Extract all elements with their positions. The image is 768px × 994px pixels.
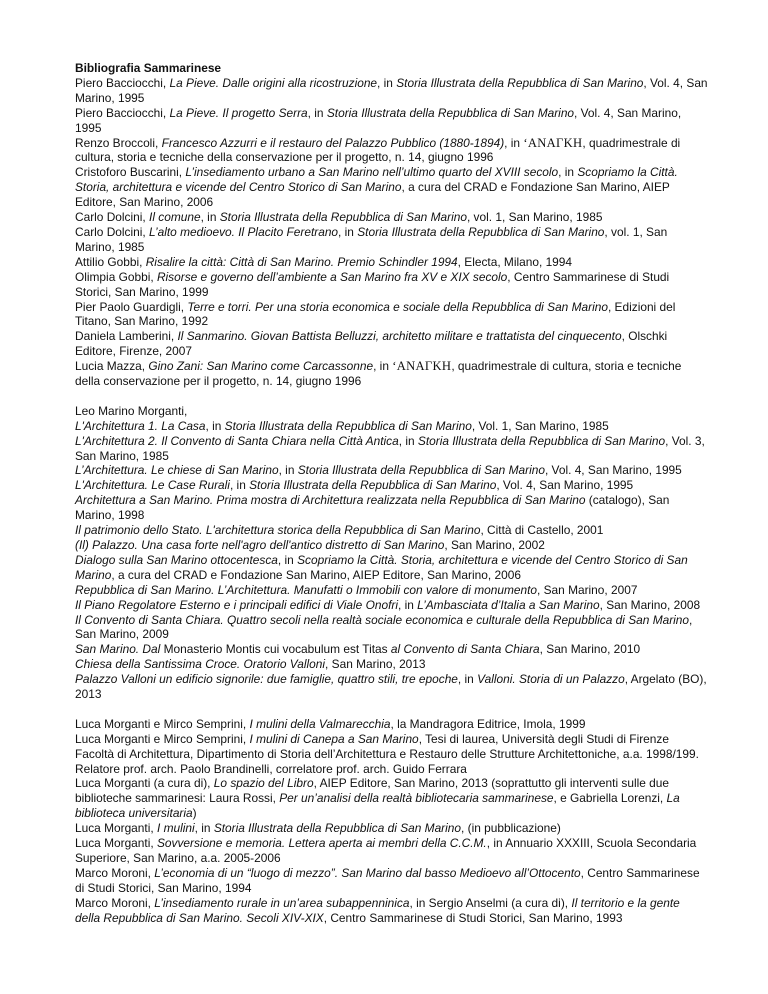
bibliography-entry bbox=[75, 225, 708, 255]
bibliography-entry bbox=[75, 598, 708, 613]
bibliography-entry bbox=[75, 270, 708, 300]
italic-title: Storia Illustrata della Repubblica di San Marino bbox=[396, 75, 644, 90]
bibliography-entry bbox=[75, 419, 708, 434]
entry-text: , in bbox=[558, 165, 578, 180]
italic-title: I mulini della Valmarecchia bbox=[249, 716, 391, 731]
bibliography-entry bbox=[75, 523, 708, 538]
entry-text: Luca Morganti e Mirco Semprini, bbox=[75, 731, 250, 746]
entry-text: , Olschki Editore, Firenze, 2007 bbox=[75, 329, 668, 359]
entry-text: Carlo Dolcini, bbox=[75, 210, 150, 225]
bibliography-entry bbox=[75, 717, 708, 732]
entry-text: Carlo Dolcini, bbox=[75, 224, 150, 239]
bibliography-entry bbox=[75, 478, 708, 493]
entry-text: , Argelato (BO), 2013 bbox=[75, 672, 707, 702]
entry-text: , in Sergio Anselmi (a cura di), bbox=[409, 895, 572, 910]
entry-text: , San Marino, 2009 bbox=[75, 612, 693, 642]
italic-title: Risorse e governo dell’ambiente a San Marino fra XV e XIX secolo bbox=[156, 269, 508, 284]
italic-title: al Convento di Santa Chiara bbox=[390, 642, 540, 657]
entry-text: Luca Morganti (a cura di), bbox=[75, 776, 214, 791]
entry-text: , AIEP Editore, San Marino, 2013 (soprattutto gli interventi sulle due biblioteche sammarinesi: Laura Rossi, bbox=[75, 776, 670, 806]
bibliography-entry bbox=[75, 642, 708, 657]
italic-title: Terre e torri. Per una storia economica e sociale della Repubblica di San Marino bbox=[187, 299, 608, 314]
bibliography-entry bbox=[75, 255, 708, 270]
entry-text: Marco Moroni, bbox=[75, 865, 155, 880]
entry-text: Luca Morganti, bbox=[75, 836, 157, 851]
entry-text: , Città di Castello, 2001 bbox=[480, 523, 604, 538]
entry-text: Cristoforo Buscarini, bbox=[75, 165, 186, 180]
entry-text: Pier Paolo Guardigli, bbox=[75, 299, 188, 314]
bibliography-entry bbox=[75, 657, 708, 672]
entry-text: Piero Bacciocchi, bbox=[75, 75, 170, 90]
bibliography-body bbox=[75, 76, 708, 926]
entry-text: , in bbox=[200, 210, 220, 225]
bibliography-entry bbox=[75, 106, 708, 136]
entry-text: , San Marino, 2013 bbox=[325, 657, 426, 672]
italic-title: (Il) Palazzo. Una casa forte nell'agro dell'antico distretto di San Marino bbox=[75, 537, 445, 552]
bibliography-entry bbox=[75, 136, 708, 166]
italic-title: Il Sanmarino. Giovan Battista Belluzzi, architetto militare e trattatista del cinquecento bbox=[177, 329, 622, 344]
entry-text: , in bbox=[504, 135, 524, 150]
bibliography-section bbox=[75, 404, 708, 702]
bibliography-entry bbox=[75, 896, 708, 926]
entry-text: Luca Morganti, bbox=[75, 821, 157, 836]
entry-text: , Centro Sammarinese di Studi Storici, San Marino, 1994 bbox=[75, 865, 700, 895]
bibliography-entry bbox=[75, 672, 708, 702]
italic-title: Lo spazio del Libro bbox=[213, 776, 314, 791]
entry-text: , San Marino, 2010 bbox=[539, 642, 641, 657]
entry-text: , la Mandragora Editrice, Imola, 1999 bbox=[390, 716, 586, 731]
entry-text: , San Marino, 2002 bbox=[444, 537, 545, 552]
bibliography-entry bbox=[75, 776, 708, 821]
italic-title: La Pieve. Il progetto Serra bbox=[169, 105, 308, 120]
bibliography-entry bbox=[75, 434, 708, 464]
bibliography-entry bbox=[75, 538, 708, 553]
bibliography-entry bbox=[75, 329, 708, 359]
italic-title: Il Convento di Santa Chiara. Quattro secoli nella realtà sociale economica e culturale della Repubblica di San Marino bbox=[75, 612, 690, 627]
bibliography-heading: Bibliografia Sammarinese bbox=[75, 61, 222, 75]
entry-text: Leo Marino Morganti, bbox=[75, 403, 188, 418]
italic-title: Storia Illustrata della Repubblica di San Marino bbox=[219, 210, 467, 225]
italic-title: La Pieve. Dalle origini alla ricostruzione bbox=[169, 75, 378, 90]
entry-text: , in bbox=[373, 359, 393, 374]
italic-title: Palazzo Valloni un edificio signorile: due famiglie, quattro stili, tre epoche bbox=[75, 672, 458, 687]
entry-text: , Centro Sammarinese di Studi Storici, San Marino, 1993 bbox=[323, 910, 623, 925]
italic-title: Il patrimonio dello Stato. L'architettura storica della Repubblica di San Marino bbox=[75, 523, 481, 538]
entry-text: , in bbox=[278, 463, 298, 478]
entry-text: , quadrimestrale di cultura, storia e tecniche della conservazione per il progetto, n. 14, giugno 1996 bbox=[75, 359, 682, 389]
bibliography-entry bbox=[75, 866, 708, 896]
bibliography-section bbox=[75, 717, 708, 926]
italic-title: Architettura a San Marino. Prima mostra di Architettura realizzata nella Repubblica di San Marino bbox=[75, 493, 586, 508]
italic-title: Il territorio e la gente della Repubblica di San Marino. Secoli XIV-XIX bbox=[75, 895, 680, 925]
entry-text: , in bbox=[397, 597, 418, 612]
entry-text: , Vol. 4, San Marino, 1995 bbox=[544, 463, 682, 478]
bibliography-entry bbox=[75, 210, 708, 225]
journal-name: ‘ΑΝΑΓΚΗ bbox=[523, 135, 583, 150]
entry-text: , vol. 1, San Marino, 1985 bbox=[466, 210, 603, 225]
bibliography-entry bbox=[75, 613, 708, 643]
bibliography-entry bbox=[75, 76, 708, 106]
italic-title: Storia Illustrata della Repubblica di San Marino bbox=[297, 463, 545, 478]
entry-text: , (in pubblicazione) bbox=[461, 821, 561, 836]
entry-text: , in bbox=[398, 433, 418, 448]
entry-text: , in bbox=[338, 224, 358, 239]
italic-title: L’Architettura. Le chiese di San Marino bbox=[75, 463, 279, 478]
italic-title: Scopriamo la Città. Storia, architettura e vicende del Centro Storico di San Marino bbox=[75, 165, 678, 195]
bibliography-entry bbox=[75, 359, 708, 389]
entry-text: Luca Morganti e Mirco Semprini, bbox=[75, 716, 250, 731]
bibliography-section bbox=[75, 76, 708, 389]
italic-title: L’economia di un “luogo di mezzo”. San Marino dal basso Medioevo all’Ottocento bbox=[154, 865, 581, 880]
entry-text: , in bbox=[205, 418, 225, 433]
entry-text: , vol. 1, San Marino, 1985 bbox=[75, 224, 668, 254]
entry-text: , Vol. 4, San Marino, 1995 bbox=[496, 478, 634, 493]
italic-title: Storia Illustrata della Repubblica di San Marino bbox=[326, 105, 575, 120]
entry-text: , in bbox=[307, 105, 327, 120]
italic-title: I mulini di Canepa a San Marino bbox=[249, 731, 419, 746]
entry-text: Olimpia Gobbi, bbox=[75, 269, 157, 284]
entry-text: , e Gabriella Lorenzi, bbox=[553, 791, 667, 806]
entry-text: Piero Bacciocchi, bbox=[75, 105, 170, 120]
italic-title: L'Architettura. Le Case Rurali bbox=[75, 478, 230, 493]
italic-title: Sovversione e memoria. Lettera aperta ai membri della C.C.M. bbox=[156, 836, 487, 851]
italic-title: Storia Illustrata della Repubblica di San Marino bbox=[417, 433, 666, 448]
entry-text: , in bbox=[277, 552, 298, 567]
entry-text: , a cura del CRAD e Fondazione San Marino, AIEP Editore, San Marino, 2006 bbox=[75, 180, 670, 210]
entry-text: , a cura del CRAD e Fondazione San Marino, AIEP Editore, San Marino, 2006 bbox=[111, 567, 521, 582]
italic-title: L’alto medioevo. Il Placito Feretrano bbox=[149, 224, 339, 239]
italic-title: Dialogo sulla San Marino ottocentesca bbox=[75, 552, 278, 567]
bibliography-entry bbox=[75, 165, 708, 210]
entry-text: Monasterio Montis cui vocabulum est Titas bbox=[160, 642, 391, 657]
italic-title: L’insediamento urbano a San Marino nell’ultimo quarto del XVIII secolo bbox=[185, 165, 559, 180]
entry-text: ) bbox=[192, 806, 197, 821]
journal-name: ‘ΑΝΑΓΚΗ bbox=[392, 359, 452, 374]
entry-text: , Tesi di laurea, Università degli Studi di Firenze Facoltà di Architettura, Dipartimento di Storia dell’Architettura e Restauro delle Strutture Architettoniche, a.a. 1998/199. Relatore prof. arch. Paolo Brandinelli, correlatore prof. arch. Guido Ferrara bbox=[75, 731, 699, 776]
entry-text: , in Annuario XXXIII, Scuola Secondaria Superiore, San Marino, a.a. 2005-2006 bbox=[75, 836, 697, 865]
italic-title: Valloni. Storia di un Palazzo bbox=[477, 672, 625, 687]
italic-title: Scopriamo la Città. Storia, architettura e vicende del Centro Storico di San Marino bbox=[75, 552, 688, 582]
bibliography-entry bbox=[75, 493, 708, 523]
entry-text: , Vol. 4, San Marino, 1995 bbox=[75, 75, 708, 105]
italic-title: I mulini bbox=[156, 821, 195, 836]
italic-title: Per un’analisi della realtà bibliotecaria sammarinese bbox=[279, 791, 554, 806]
entry-text: , Centro Sammarinese di Studi Storici, San Marino, 1999 bbox=[75, 269, 670, 299]
entry-text: , in bbox=[194, 821, 214, 836]
entry-text: Renzo Broccoli, bbox=[75, 135, 162, 150]
entry-text: , San Marino, 2008 bbox=[599, 597, 701, 612]
italic-title: Risalire la città: Città di San Marino. Premio Schindler 1994 bbox=[145, 254, 458, 269]
entry-text: Daniela Lamberini, bbox=[75, 329, 178, 344]
italic-title: La biblioteca universitaria bbox=[75, 791, 680, 821]
italic-title: Storia Illustrata della Repubblica di San Marino bbox=[357, 224, 605, 239]
italic-title: San Marino. Dal bbox=[75, 642, 161, 657]
bibliography-entry bbox=[75, 463, 708, 478]
bibliography-entry bbox=[75, 583, 708, 598]
italic-title: Storia Illustrata della Repubblica di San Marino bbox=[224, 418, 472, 433]
italic-title: Storia Illustrata della Repubblica di San Marino bbox=[249, 478, 497, 493]
italic-title: L’Ambasciata d’Italia a San Marino bbox=[417, 597, 600, 612]
entry-text: , Vol. 4, San Marino, 1995 bbox=[75, 105, 682, 135]
italic-title: Storia Illustrata della Repubblica di San Marino bbox=[213, 821, 462, 836]
entry-text: Lucia Mazza, bbox=[75, 359, 149, 374]
entry-text: , Vol. 3, San Marino, 1985 bbox=[75, 433, 705, 463]
entry-text: , quadrimestrale di cultura, storia e tecniche della conservazione per il progetto, n. 14, giugno 1996 bbox=[75, 135, 681, 165]
entry-text: , in bbox=[377, 75, 397, 90]
bibliography-entry bbox=[75, 404, 708, 419]
entry-text: , in bbox=[457, 672, 478, 687]
entry-text: , Electa, Milano, 1994 bbox=[457, 254, 573, 269]
italic-title: Gino Zani: San Marino come Carcassonne bbox=[148, 359, 374, 374]
italic-title: Il comune bbox=[149, 210, 201, 225]
entry-text: , Vol. 1, San Marino, 1985 bbox=[471, 418, 609, 433]
entry-text: , Edizioni del Titano, San Marino, 1992 bbox=[75, 299, 676, 329]
entry-text: Attilio Gobbi, bbox=[75, 254, 146, 269]
italic-title: L'Architettura 2. Il Convento di Santa Chiara nella Città Antica bbox=[75, 433, 399, 448]
bibliography-entry bbox=[75, 553, 708, 583]
entry-text: , San Marino, 2007 bbox=[537, 582, 638, 597]
bibliography-entry bbox=[75, 732, 708, 777]
italic-title: Il Piano Regolatore Esterno e i principali edifici di Viale Onofri bbox=[75, 597, 398, 612]
entry-text: Marco Moroni, bbox=[75, 895, 155, 910]
entry-text: , in bbox=[229, 478, 250, 493]
italic-title: Francesco Azzurri e il restauro del Palazzo Pubblico (1880-1894) bbox=[161, 135, 505, 150]
italic-title: Chiesa della Santissima Croce. Oratorio Valloni bbox=[75, 657, 326, 672]
bibliography-entry bbox=[75, 836, 708, 866]
italic-title: L’insediamento rurale in un’area subappenninica bbox=[154, 895, 410, 910]
entry-text: (catalogo), San Marino, 1998 bbox=[75, 493, 670, 523]
italic-title: Repubblica di San Marino. L’Architettura. Manufatti o Immobili con valore di monumento bbox=[75, 582, 537, 597]
bibliography-entry bbox=[75, 300, 708, 330]
italic-title: L'Architettura 1. La Casa bbox=[75, 418, 206, 433]
bibliography-entry bbox=[75, 821, 708, 836]
